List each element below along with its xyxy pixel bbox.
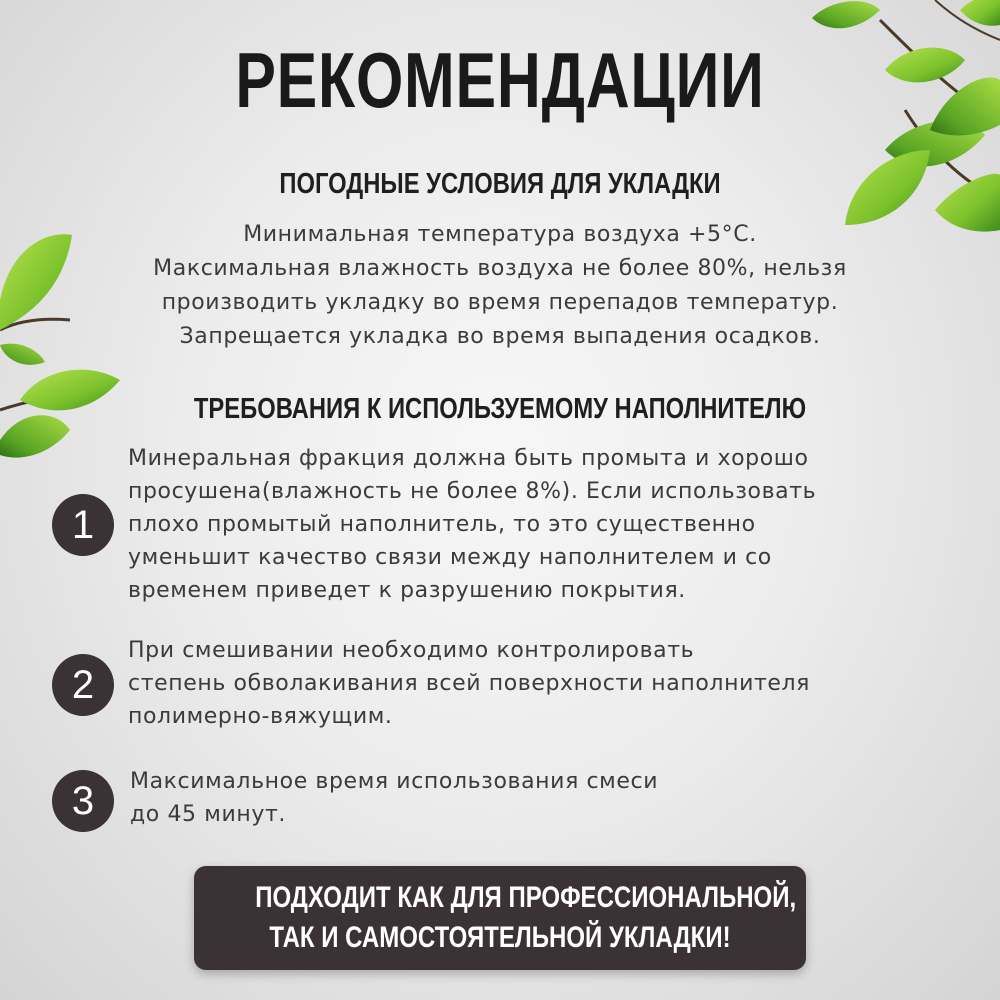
- weather-text: [60, 218, 940, 354]
- weather-line: Запрещается укладка во время выпадения осадков.: [179, 324, 821, 349]
- filler-item-3: [130, 765, 970, 831]
- item-line: уменьшит качество связи между наполнителем и со: [128, 545, 772, 570]
- banner-line-2: ТАК И САМОСТОЯТЕЛЬНОЙ УКЛАДКИ!: [269, 921, 731, 954]
- item-line: Максимальное время использования смеси: [130, 769, 659, 794]
- item-line: При смешивании необходимо контролировать: [128, 638, 695, 663]
- item-line: Минеральная фракция должна быть промыта и хорошо: [128, 446, 809, 471]
- item-line: степень обволакивания всей поверхности наполнителя: [128, 671, 811, 696]
- number-badge-2: 2: [52, 654, 114, 716]
- weather-heading: ПОГОДНЫЕ УСЛОВИЯ ДЛЯ УКЛАДКИ: [279, 168, 721, 200]
- filler-item-2: [128, 634, 968, 733]
- item-line: временем приведет к разрушению покрытия.: [128, 578, 686, 603]
- item-line: до 45 минут.: [130, 802, 286, 827]
- banner-line-1: ПОДХОДИТ КАК ДЛЯ ПРОФЕССИОНАЛЬНОЙ,: [255, 881, 797, 914]
- item-line: просушена(влажность не более 8%). Если использовать: [128, 479, 817, 504]
- page-title: РЕКОМЕНДАЦИИ: [235, 36, 765, 124]
- number-badge-1: 1: [52, 494, 114, 556]
- weather-line: Минимальная температура воздуха +5°С.: [243, 222, 757, 247]
- filler-heading: ТРЕБОВАНИЯ К ИСПОЛЬЗУЕМОМУ НАПОЛНИТЕЛЮ: [193, 393, 807, 425]
- weather-line: производить укладку во время перепадов температур.: [161, 290, 839, 315]
- weather-line: Максимальная влажность воздуха не более 80%, нельзя: [153, 256, 847, 281]
- number-badge-3: 3: [52, 770, 114, 832]
- item-line: плохо промытый наполнитель, то это существенно: [128, 512, 756, 537]
- bottom-banner: [194, 866, 806, 970]
- item-line: полимерно-вяжущим.: [128, 704, 393, 729]
- filler-item-1: [128, 442, 968, 607]
